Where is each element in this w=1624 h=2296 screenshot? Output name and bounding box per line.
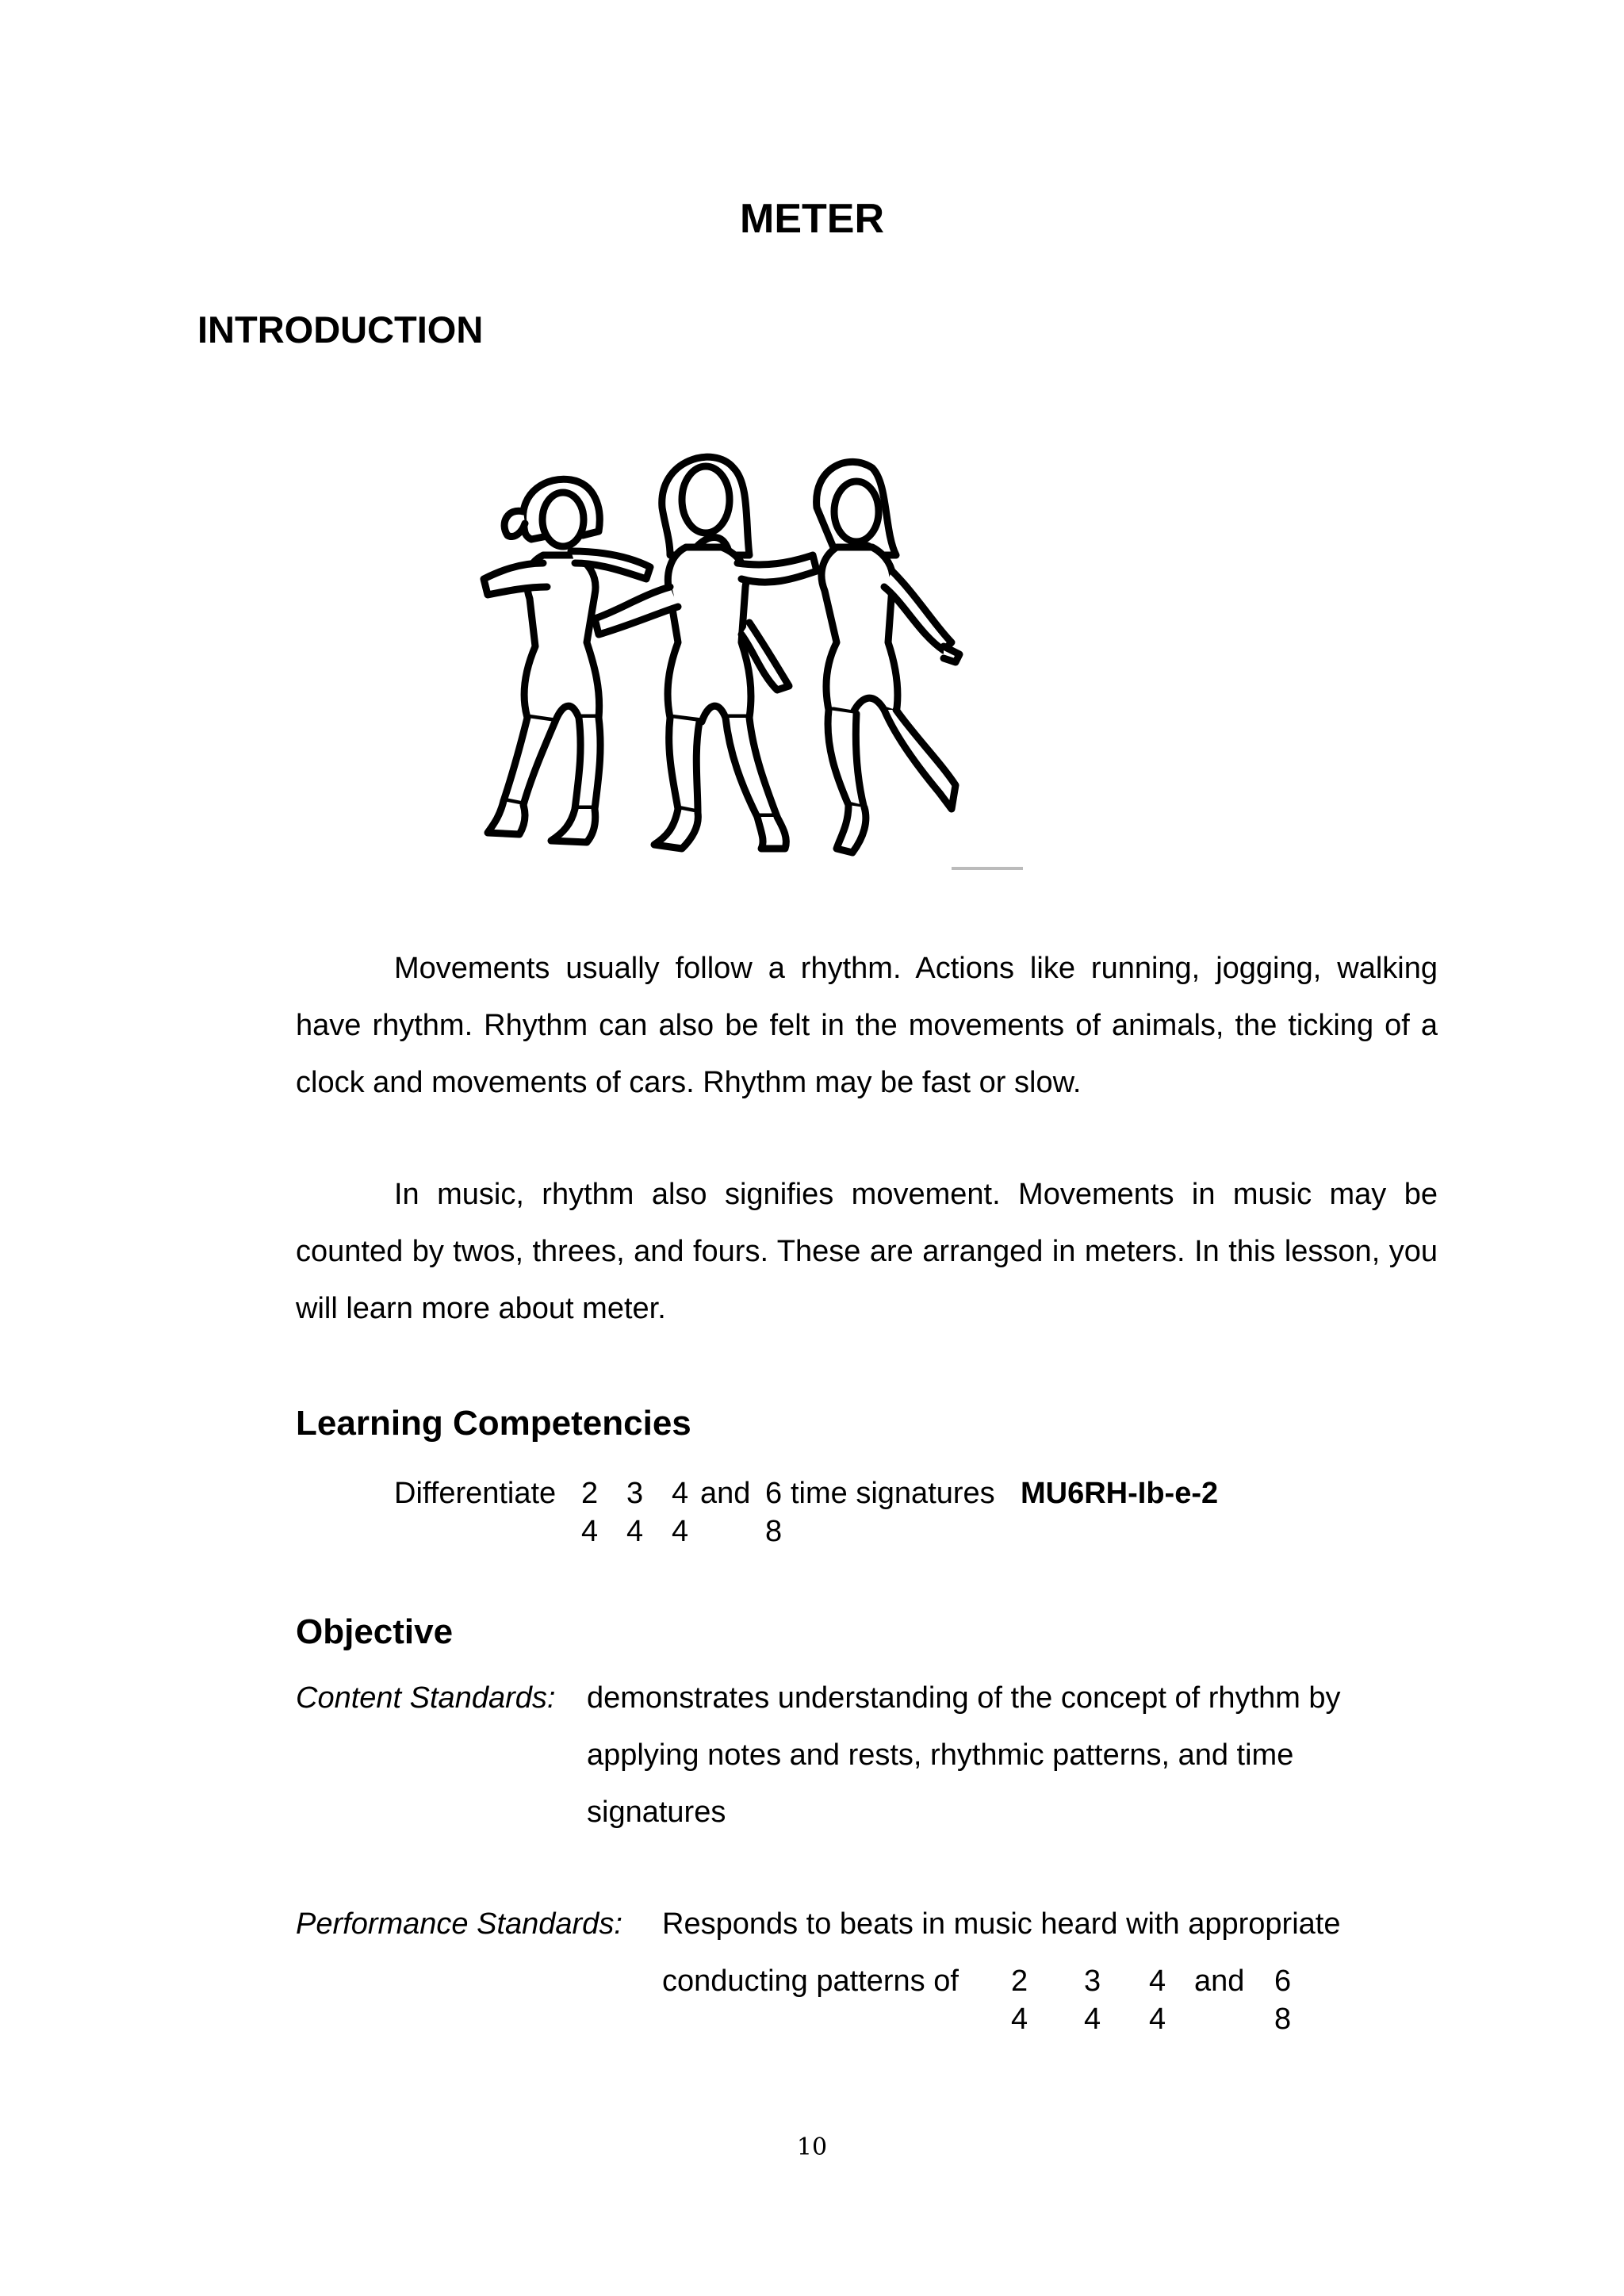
right-girl-figure xyxy=(817,462,959,853)
time-signature-bottom: 4 xyxy=(1149,2003,1166,2036)
time-signature-top: 4 xyxy=(1149,1964,1166,1998)
competency-and-word: and xyxy=(700,1477,751,1510)
learning-competencies-heading: Learning Competencies xyxy=(296,1404,691,1443)
competency-text-after: time signatures xyxy=(791,1477,995,1510)
performance-standards-line: Responds to beats in music heard with appropriate xyxy=(662,1907,1341,1941)
competency-code: MU6RH-Ib-e-2 xyxy=(1021,1477,1219,1510)
time-signature-top: 6 xyxy=(765,1477,783,1510)
section-heading: INTRODUCTION xyxy=(197,309,484,351)
time-signature-bottom: 4 xyxy=(1084,2003,1101,2036)
content-standards-line: signatures xyxy=(587,1796,726,1829)
performance-standards-line: conducting patterns of xyxy=(662,1964,959,1998)
time-signature-bottom: 4 xyxy=(672,1515,689,1548)
time-signature-top: 2 xyxy=(581,1477,599,1510)
time-signature-top: 4 xyxy=(672,1477,689,1510)
time-signature-bottom: 8 xyxy=(1274,2003,1292,2036)
time-signature-bottom: 8 xyxy=(765,1515,783,1548)
time-signature-top: 3 xyxy=(1084,1964,1101,1998)
time-signature-bottom: 4 xyxy=(581,1515,599,1548)
time-signature-bottom: 4 xyxy=(1011,2003,1028,2036)
middle-girl-figure xyxy=(595,457,817,849)
performance-and-word: and xyxy=(1194,1964,1245,1998)
left-girl-figure xyxy=(484,479,650,842)
content-standards-line: demonstrates understanding of the concept of rhythm by xyxy=(587,1681,1341,1715)
time-signature-top: 3 xyxy=(626,1477,644,1510)
performance-standards-label: Performance Standards: xyxy=(296,1907,622,1941)
objective-heading: Objective xyxy=(296,1612,454,1651)
intro-paragraph-2: In music, rhythm also signifies movement. Movements in music may be counted by twos, threes, and fours. These are arranged in meters. In this lesson, you will learn more about meter. xyxy=(296,1178,1438,1325)
content-standards-line: applying notes and rests, rhythmic patterns, and time xyxy=(587,1738,1294,1772)
time-signature-top: 6 xyxy=(1274,1964,1292,1998)
page-number: 10 xyxy=(796,2133,828,2161)
time-signature-top: 2 xyxy=(1011,1964,1028,1998)
competency-text-before: Differentiate xyxy=(394,1477,557,1510)
page-title: METER xyxy=(740,196,884,242)
intro-paragraph-1: Movements usually follow a rhythm. Actions like running, jogging, walking have rhythm. Rhythm can also be felt in the movements of animals, the ticking of a clock and movements of cars. Rhythm may be fast or slow. xyxy=(296,952,1438,1099)
content-standards-label: Content Standards: xyxy=(296,1681,556,1715)
three-dancing-girls-illustration xyxy=(476,436,1063,880)
time-signature-bottom: 4 xyxy=(626,1515,644,1548)
